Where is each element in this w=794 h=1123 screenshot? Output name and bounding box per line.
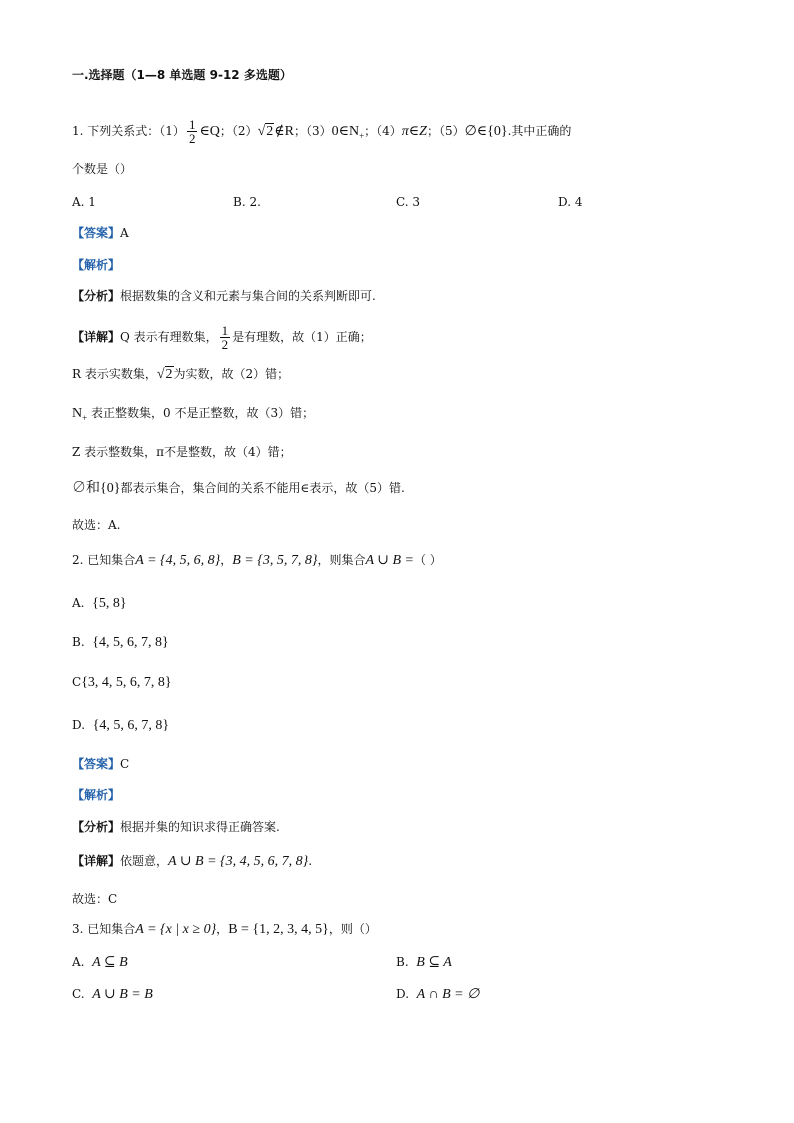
relation-2: ∉R (274, 124, 294, 139)
q2-fenxi (72, 818, 280, 836)
detail-text: 是有理数，故（1）正确； (232, 330, 372, 344)
detail-text: 都表示集合，集合间的关系不能用∈表示，故（5）错. (120, 481, 405, 495)
question-3-stem (72, 920, 377, 939)
relation-3: $0\in N_+$ (331, 124, 365, 141)
detail-text: 为实数，故（2）错； (173, 367, 290, 381)
stem-text: ，则（） (328, 922, 377, 936)
stem-text: .其中正确的 (507, 124, 572, 138)
question-1-stem (72, 118, 571, 145)
set-zero: {0} (100, 481, 121, 496)
q2-option-c: C{3, 4, 5, 6, 7, 8} (72, 675, 172, 690)
fenxi-label: 【分析】 (72, 289, 121, 303)
stem-text: 3. 已知集合 (72, 922, 136, 936)
q1-detail-3 (72, 404, 314, 427)
analysis-label: 【解析】 (72, 788, 121, 802)
question-2-stem (72, 551, 442, 570)
detail-text: R 表示实数集， (72, 367, 157, 381)
question-number: 1. (72, 124, 84, 138)
q2-conclusion: 故选：C (72, 892, 118, 906)
q1-option-d: D. 4 (558, 195, 583, 209)
detail-text: . (308, 854, 313, 868)
q1-fenxi (72, 287, 376, 305)
q1-option-c: C. 3 (396, 195, 421, 209)
sqrt-two: √2 (257, 124, 274, 139)
comma: ， (216, 922, 229, 936)
set-a: A = {4, 5, 6, 8} (135, 553, 221, 568)
set-b: B = {3, 5, 7, 8} (232, 553, 318, 568)
item-index: （1） (159, 124, 185, 138)
analysis-label: 【解析】 (72, 258, 121, 272)
q2-analysis-heading (72, 786, 120, 804)
detail-text: Z 表示整数集， (72, 445, 157, 459)
q1-option-a: A. 1 (72, 195, 96, 209)
item-separator: ；（4） (364, 124, 402, 138)
detail-label: 【详解】 (72, 330, 121, 344)
detail-text: ∅和 (72, 481, 100, 496)
union-expression: A ∪ B = (365, 553, 414, 568)
comma: ， (220, 553, 233, 567)
fenxi-text: 根据数集的含义和元素与集合间的关系判断即可. (120, 289, 376, 303)
item-separator: ；（2） (219, 124, 258, 138)
q3-option-b: B. B ⊆ A (396, 955, 452, 970)
detail-text: 表正整数集，0 不是正整数，故（3）错； (87, 406, 315, 420)
q2-option-d: D. {4, 5, 6, 7, 8} (72, 718, 170, 733)
set-b: B = {1, 2, 3, 4, 5} (228, 922, 329, 937)
q1-analysis-heading (72, 256, 120, 274)
item-separator: ；（3） (293, 124, 332, 138)
set-a: A = {x | x ≥ 0} (135, 922, 217, 937)
sqrt-two: √2 (156, 367, 173, 382)
detail-label: 【详解】 (72, 854, 121, 868)
n-plus-symbol: $N_+$ (72, 406, 88, 423)
q1-detail-2 (72, 365, 289, 384)
fraction-one-half: $\frac{1}{2}$ (188, 117, 196, 146)
answer-value: C (120, 757, 130, 771)
q1-option-b: B. 2. (233, 195, 261, 209)
detail-text: 不是整数，故（4）错； (164, 445, 292, 459)
q1-answer (72, 224, 129, 242)
question-1-stem-line2: 个数是（） (72, 162, 133, 176)
item-separator: ；（5） (426, 124, 465, 138)
stem-text: ，则集合 (317, 553, 366, 567)
q2-option-a: A. {5, 8} (72, 596, 127, 611)
q2-option-b: B. {4, 5, 6, 7, 8} (72, 635, 169, 650)
answer-label: 【答案】 (72, 757, 121, 771)
relation-1: ∈Q (199, 124, 220, 139)
union-result: A ∪ B = {3, 4, 5, 6, 7, 8} (168, 854, 309, 869)
detail-text: 依题意， (120, 854, 169, 868)
stem-text: 下列关系式： (87, 124, 160, 138)
q1-detail-1 (72, 324, 372, 351)
fenxi-text: 根据并集的知识求得正确答案. (120, 820, 280, 834)
pi-symbol: π (156, 445, 165, 459)
fenxi-label: 【分析】 (72, 820, 121, 834)
q2-detail (72, 852, 312, 871)
q3-option-a: A. A ⊆ B (72, 955, 128, 970)
stem-text: （ ） (413, 553, 442, 567)
relation-5: ∅∈{0} (464, 124, 508, 139)
q1-conclusion: 故选：A. (72, 518, 121, 532)
section-title: 一.选择题（1—8 单选题 9-12 多选题） (72, 68, 292, 82)
q2-answer (72, 755, 129, 773)
answer-value: A (120, 226, 129, 240)
fraction-one-half: $\frac{1}{2}$ (221, 323, 229, 352)
q3-option-c: C. A ∪ B = B (72, 987, 153, 1002)
q1-detail-5 (72, 479, 405, 498)
q1-detail-4 (72, 443, 292, 461)
detail-text: Q 表示有理数集， (120, 330, 218, 344)
answer-label: 【答案】 (72, 226, 121, 240)
q3-option-d: D. A ∩ B = ∅ (396, 987, 480, 1002)
stem-text: 2. 已知集合 (72, 553, 136, 567)
relation-4: π∈Z (401, 124, 427, 139)
